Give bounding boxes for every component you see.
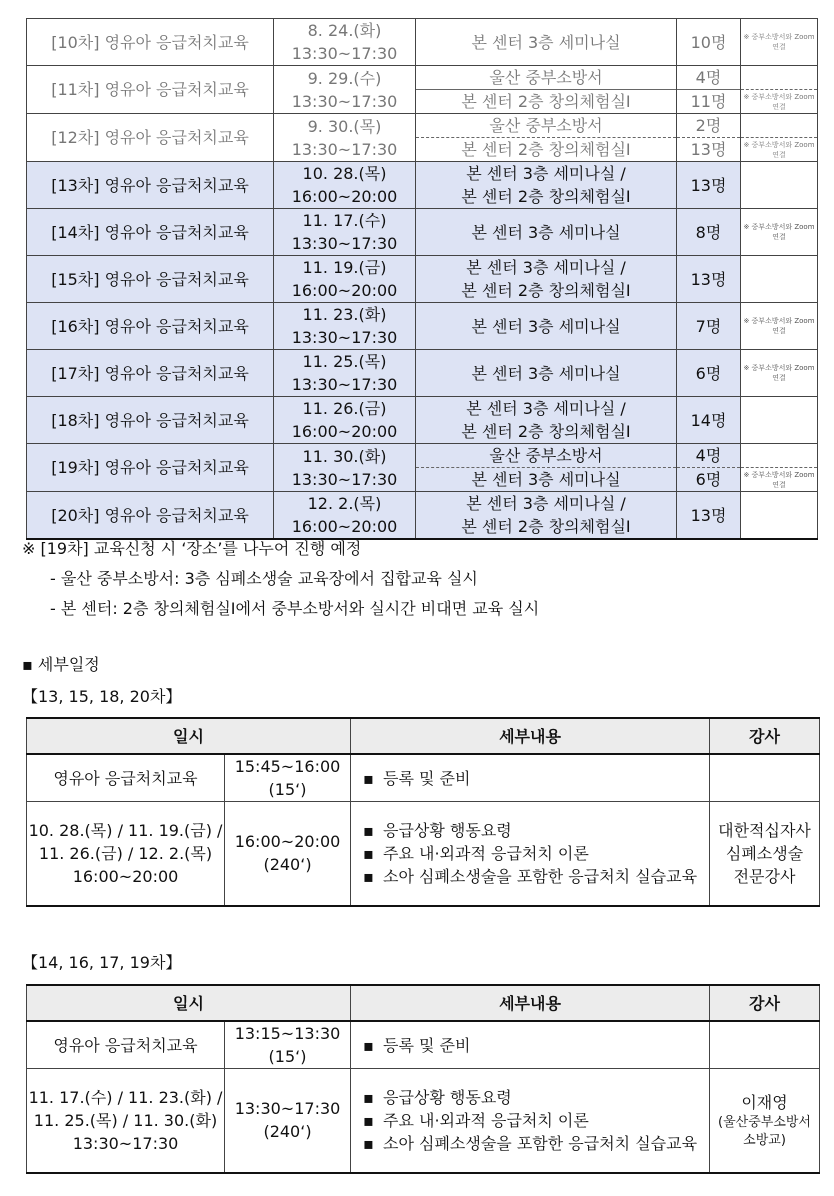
zoom-note: ※ 중부소방서와 Zoom 연결 [741, 209, 818, 256]
zoom-note: ※ 중부소방서와 Zoom 연결 [741, 114, 818, 162]
lecturer-empty [710, 754, 820, 802]
schedule-row-11 [27, 66, 818, 114]
place-cell: 본 센터 3층 세미나실 / 본 센터 2층 창의체험실Ⅰ [416, 162, 677, 209]
zoom-note [741, 492, 818, 540]
round-cell: [13차] 영유아 응급처치교육 [27, 162, 274, 209]
round-cell: [20차] 영유아 응급처치교육 [27, 492, 274, 540]
datetime-cell: 8. 24.(화) 13:30~17:30 [274, 19, 416, 66]
lecturer-empty [710, 1021, 820, 1069]
count-cell: 13명 [677, 162, 741, 209]
notes-block [22, 534, 539, 624]
note-main: ※ [19차] 교육신청 시 ‘장소’를 나누어 진행 예정 [22, 539, 362, 558]
schedule-row-17 [27, 350, 818, 397]
datetime-cell: 9. 30.(목) 13:30~17:30 [274, 114, 416, 162]
datetime-cell: 11. 30.(화) 13:30~17:30 [274, 444, 416, 492]
program-name: 영유아 응급처치교육 [27, 754, 225, 802]
datetime-cell: 11. 19.(금) 16:00~20:00 [274, 256, 416, 303]
round-cell: [10차] 영유아 응급처치교육 [27, 19, 274, 66]
slot-1-content: ▪ 등록 및 준비 [351, 1021, 710, 1069]
round-cell: [11차] 영유아 응급처치교육 [27, 66, 274, 114]
datetime-cell: 9. 29.(수) 13:30~17:30 [274, 66, 416, 114]
datetime-cell: 11. 26.(금) 16:00~20:00 [274, 397, 416, 444]
place-cell: 본 센터 3층 세미나실 [416, 350, 677, 397]
place-cell: 본 센터 3층 세미나실 / 본 센터 2층 창의체험실Ⅰ [416, 256, 677, 303]
place-cell: 본 센터 3층 세미나실 [416, 209, 677, 256]
zoom-note [741, 256, 818, 303]
zoom-note: ※ 중부소방서와 Zoom 연결 [741, 66, 818, 114]
round-cell: [18차] 영유아 응급처치교육 [27, 397, 274, 444]
note-line-1: - 울산 중부소방서: 3층 심폐소생술 교육장에서 집합교육 실시 [50, 569, 478, 588]
round-cell: [17차] 영유아 응급처치교육 [27, 350, 274, 397]
col-lecturer: 강사 [710, 718, 820, 754]
zoom-note [741, 397, 818, 444]
dates-cell: 10. 28.(목) / 11. 19.(금) / 11. 26.(금) / 12. 2.(목) 16:00~20:00 [27, 802, 225, 906]
datetime-cell: 11. 23.(화) 13:30~17:30 [274, 303, 416, 350]
place-cell: 본 센터 3층 세미나실 [416, 19, 677, 66]
count-cell: 2명 13명 [677, 114, 741, 162]
lecturer-cell: 이재영 (울산중부소방서 소방교) [710, 1069, 820, 1173]
schedule-row-20 [27, 492, 818, 540]
dates-cell: 11. 17.(수) / 11. 23.(화) / 11. 25.(목) / 11. 30.(화) 13:30~17:30 [27, 1069, 225, 1173]
col-content: 세부내용 [351, 985, 710, 1021]
content-item: ▪ 응급상황 행동요령 [363, 819, 709, 842]
datetime-cell: 10. 28.(목) 16:00~20:00 [274, 162, 416, 209]
detail-table-b [26, 984, 820, 1174]
count-cell: 4명 6명 [677, 444, 741, 492]
count-cell: 13명 [677, 256, 741, 303]
col-datetime: 일시 [27, 718, 351, 754]
count-cell: 13명 [677, 492, 741, 540]
slot-1-content: ▪ 등록 및 준비 [351, 754, 710, 802]
zoom-note [741, 162, 818, 209]
datetime-cell: 11. 17.(수) 13:30~17:30 [274, 209, 416, 256]
zoom-note: ※ 중부소방서와 Zoom 연결 [741, 19, 818, 66]
slot-1-time: 13:15~13:30 (15‘) [225, 1021, 351, 1069]
round-cell: [12차] 영유아 응급처치교육 [27, 114, 274, 162]
round-cell: [19차] 영유아 응급처치교육 [27, 444, 274, 492]
datetime-cell: 12. 2.(목) 16:00~20:00 [274, 492, 416, 540]
col-lecturer: 강사 [710, 985, 820, 1021]
place-cell: 본 센터 3층 세미나실 / 본 센터 2층 창의체험실Ⅰ [416, 492, 677, 540]
zoom-note: ※ 중부소방서와 Zoom 연결 [741, 444, 818, 492]
content-item: ▪ 주요 내·외과적 응급처치 이론 [363, 842, 709, 865]
content-item: ▪ 소아 심폐소생술을 포함한 응급처치 실습교육 [363, 1132, 709, 1155]
col-content: 세부내용 [351, 718, 710, 754]
schedule-row-16 [27, 303, 818, 350]
schedule-row-10 [27, 19, 818, 66]
schedule-row-13 [27, 162, 818, 209]
detail-table-a [26, 717, 820, 907]
datetime-cell: 11. 25.(목) 13:30~17:30 [274, 350, 416, 397]
table-b-heading: 【14, 16, 17, 19차】 [22, 953, 182, 972]
schedule-table [26, 18, 818, 540]
content-item: ▪ 소아 심폐소생술을 포함한 응급처치 실습교육 [363, 865, 709, 888]
slot-2-time: 16:00~20:00 (240‘) [225, 802, 351, 906]
slot-2-content [351, 802, 710, 906]
content-item: ▪ 응급상황 행동요령 [363, 1086, 709, 1109]
slot-1-time: 15:45~16:00 (15‘) [225, 754, 351, 802]
place-cell: 울산 중부소방서 본 센터 3층 세미나실 [416, 444, 677, 492]
schedule-row-14 [27, 209, 818, 256]
place-cell: 울산 중부소방서 본 센터 2층 창의체험실Ⅰ [416, 66, 677, 114]
place-cell: 본 센터 3층 세미나실 / 본 센터 2층 창의체험실Ⅰ [416, 397, 677, 444]
section-title: ▪ 세부일정 [22, 655, 100, 674]
count-cell: 8명 [677, 209, 741, 256]
count-cell: 14명 [677, 397, 741, 444]
count-cell: 6명 [677, 350, 741, 397]
place-cell: 울산 중부소방서 본 센터 2층 창의체험실Ⅰ [416, 114, 677, 162]
count-cell: 10명 [677, 19, 741, 66]
schedule-row-19 [27, 444, 818, 492]
round-cell: [16차] 영유아 응급처치교육 [27, 303, 274, 350]
schedule-row-12 [27, 114, 818, 162]
schedule-row-18 [27, 397, 818, 444]
count-cell: 7명 [677, 303, 741, 350]
round-cell: [15차] 영유아 응급처치교육 [27, 256, 274, 303]
round-cell: [14차] 영유아 응급처치교육 [27, 209, 274, 256]
note-line-2: - 본 센터: 2층 창의체험실Ⅰ에서 중부소방서와 실시간 비대면 교육 실시 [50, 599, 540, 618]
slot-2-time: 13:30~17:30 (240‘) [225, 1069, 351, 1173]
col-datetime: 일시 [27, 985, 351, 1021]
table-a-heading: 【13, 15, 18, 20차】 [22, 687, 182, 706]
count-cell: 4명 11명 [677, 66, 741, 114]
content-item: ▪ 주요 내·외과적 응급처치 이론 [363, 1109, 709, 1132]
lecturer-cell: 대한적십자사 심폐소생술 전문강사 [710, 802, 820, 906]
zoom-note: ※ 중부소방서와 Zoom 연결 [741, 350, 818, 397]
program-name: 영유아 응급처치교육 [27, 1021, 225, 1069]
schedule-row-15 [27, 256, 818, 303]
slot-2-content [351, 1069, 710, 1173]
place-cell: 본 센터 3층 세미나실 [416, 303, 677, 350]
zoom-note: ※ 중부소방서와 Zoom 연결 [741, 303, 818, 350]
